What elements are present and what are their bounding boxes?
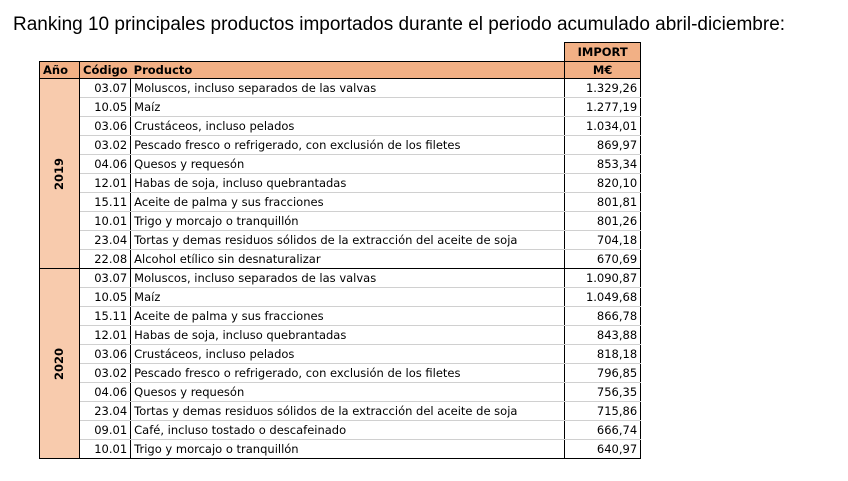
- product-cell: Habas de soja, incluso quebrantadas: [131, 174, 565, 193]
- table-row: [40, 174, 641, 193]
- import-header: IMPORT: [565, 43, 641, 62]
- table-row: [40, 98, 641, 117]
- product-cell: Tortas y demas residuos sólidos de la extracción del aceite de soja: [131, 402, 565, 421]
- value-cell: 796,85: [565, 364, 641, 383]
- ranking-table: [39, 42, 641, 459]
- table-row: [40, 117, 641, 136]
- code-cell: 23.04: [80, 231, 131, 250]
- table-row: [40, 79, 641, 98]
- code-cell: 03.07: [80, 79, 131, 98]
- value-cell: 866,78: [565, 307, 641, 326]
- product-cell: Moluscos, incluso separados de las valvas: [131, 79, 565, 98]
- column-header-row: [40, 62, 641, 79]
- year-column-header: Año: [40, 62, 80, 79]
- table-row: [40, 440, 641, 459]
- code-column-header: Código: [80, 62, 131, 79]
- code-cell: 12.01: [80, 174, 131, 193]
- table-row: [40, 231, 641, 250]
- value-cell: 818,18: [565, 345, 641, 364]
- value-cell: 640,97: [565, 440, 641, 459]
- table-row: [40, 212, 641, 231]
- import-header-row: [40, 43, 641, 62]
- table-row: [40, 326, 641, 345]
- product-cell: Crustáceos, incluso pelados: [131, 345, 565, 364]
- product-cell: Habas de soja, incluso quebrantadas: [131, 326, 565, 345]
- value-cell: 801,26: [565, 212, 641, 231]
- table-row: [40, 269, 641, 288]
- value-cell: 704,18: [565, 231, 641, 250]
- year-label: 2019: [52, 157, 67, 190]
- table-row: [40, 288, 641, 307]
- table-row: [40, 421, 641, 440]
- product-cell: Quesos y requesón: [131, 383, 565, 402]
- value-cell: 869,97: [565, 136, 641, 155]
- value-cell: 1.034,01: [565, 117, 641, 136]
- code-cell: 10.05: [80, 98, 131, 117]
- code-cell: 12.01: [80, 326, 131, 345]
- table-row: [40, 250, 641, 269]
- page-title: Ranking 10 principales productos importados durante el periodo acumulado abril-diciembre:: [13, 14, 786, 35]
- table-row: [40, 193, 641, 212]
- product-cell: Café, incluso tostado o descafeinado: [131, 421, 565, 440]
- table-row: [40, 136, 641, 155]
- code-cell: 03.02: [80, 364, 131, 383]
- value-cell: 820,10: [565, 174, 641, 193]
- product-cell: Trigo y morcajo o tranquillón: [131, 212, 565, 231]
- code-cell: 10.05: [80, 288, 131, 307]
- product-cell: Pescado fresco o refrigerado, con exclusión de los filetes: [131, 364, 565, 383]
- code-cell: 09.01: [80, 421, 131, 440]
- code-cell: 23.04: [80, 402, 131, 421]
- code-cell: 03.06: [80, 117, 131, 136]
- table-row: [40, 155, 641, 174]
- product-cell: Tortas y demas residuos sólidos de la extracción del aceite de soja: [131, 231, 565, 250]
- value-cell: 853,34: [565, 155, 641, 174]
- code-cell: 04.06: [80, 155, 131, 174]
- product-cell: Pescado fresco o refrigerado, con exclusión de los filetes: [131, 136, 565, 155]
- code-cell: 10.01: [80, 212, 131, 231]
- value-cell: 801,81: [565, 193, 641, 212]
- product-cell: Maíz: [131, 288, 565, 307]
- table-row: [40, 307, 641, 326]
- table-row: [40, 383, 641, 402]
- value-cell: 1.277,19: [565, 98, 641, 117]
- code-cell: 03.07: [80, 269, 131, 288]
- table-row: [40, 364, 641, 383]
- code-cell: 15.11: [80, 193, 131, 212]
- product-cell: Quesos y requesón: [131, 155, 565, 174]
- unit-column-header: M€: [565, 62, 641, 79]
- value-cell: 756,35: [565, 383, 641, 402]
- table-row: [40, 345, 641, 364]
- year-group-cell: [40, 269, 80, 459]
- year-group-cell: [40, 79, 80, 269]
- product-column-header: Producto: [131, 62, 565, 79]
- code-cell: 03.02: [80, 136, 131, 155]
- product-cell: Trigo y morcajo o tranquillón: [131, 440, 565, 459]
- value-cell: 1.090,87: [565, 269, 641, 288]
- product-cell: Moluscos, incluso separados de las valvas: [131, 269, 565, 288]
- code-cell: 03.06: [80, 345, 131, 364]
- value-cell: 843,88: [565, 326, 641, 345]
- year-label: 2020: [52, 347, 67, 380]
- table-row: [40, 402, 641, 421]
- value-cell: 666,74: [565, 421, 641, 440]
- code-cell: 04.06: [80, 383, 131, 402]
- code-cell: 10.01: [80, 440, 131, 459]
- product-cell: Maíz: [131, 98, 565, 117]
- product-cell: Aceite de palma y sus fracciones: [131, 193, 565, 212]
- value-cell: 1.329,26: [565, 79, 641, 98]
- value-cell: 715,86: [565, 402, 641, 421]
- value-cell: 670,69: [565, 250, 641, 269]
- product-cell: Alcohol etílico sin desnaturalizar: [131, 250, 565, 269]
- product-cell: Aceite de palma y sus fracciones: [131, 307, 565, 326]
- code-cell: 22.08: [80, 250, 131, 269]
- code-cell: 15.11: [80, 307, 131, 326]
- product-cell: Crustáceos, incluso pelados: [131, 117, 565, 136]
- value-cell: 1.049,68: [565, 288, 641, 307]
